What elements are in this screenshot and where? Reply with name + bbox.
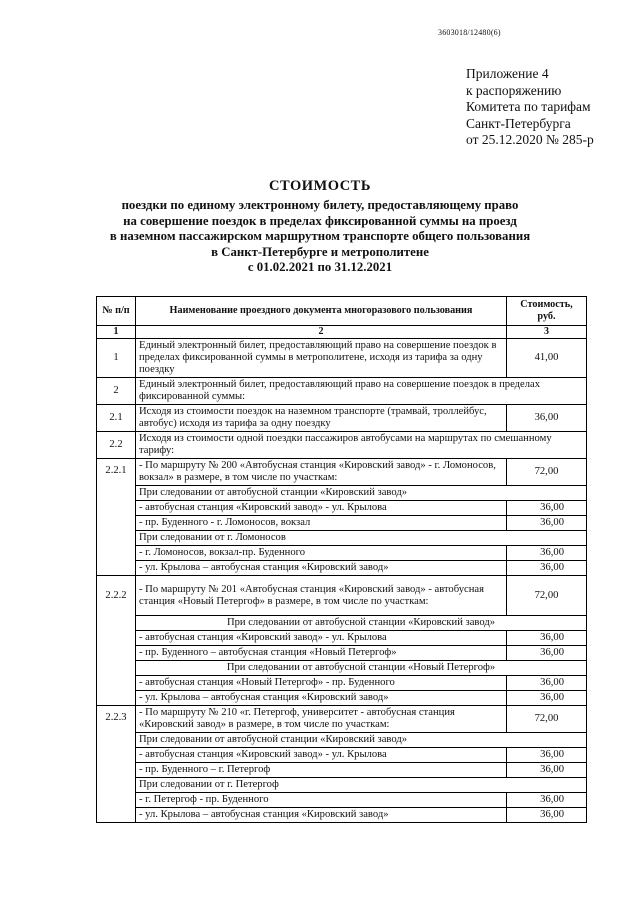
row-price: 36,00 bbox=[507, 631, 587, 646]
row-text: Исходя из стоимости поездок на наземном транспорте (трамвай, троллейбус, автобус) исходя из тарифа за одну поездку bbox=[136, 405, 507, 432]
direction-label: При следовании от автобусной станции «Новый Петергоф» bbox=[136, 661, 587, 676]
row-num: 2.2.3 bbox=[97, 706, 136, 823]
row-price: 36,00 bbox=[507, 501, 587, 516]
header-num: № п/п bbox=[97, 297, 136, 326]
subtitle-line: с 01.02.2021 по 31.12.2021 bbox=[247, 260, 393, 274]
row-text: - По маршруту № 210 «г. Петергоф, университет - автобусная станция «Кировский завод» в размере, в том числе по участкам: bbox=[136, 706, 507, 733]
table-row bbox=[97, 706, 587, 733]
table-row bbox=[97, 576, 587, 616]
subtitle-line: в Санкт-Петербурге и метрополитене bbox=[211, 244, 429, 259]
row-text: - ул. Крылова – автобусная станция «Кировский завод» bbox=[136, 691, 507, 706]
direction-label: При следовании от г. Ломоносов bbox=[136, 531, 587, 546]
document-subtitle bbox=[60, 198, 580, 276]
row-price: 72,00 bbox=[507, 576, 587, 616]
table-row bbox=[97, 432, 587, 459]
subtitle-line: поездки по единому электронному билету, предоставляющему право bbox=[121, 198, 519, 212]
row-text: - ул. Крылова – автобусная станция «Кировский завод» bbox=[136, 561, 507, 576]
row-text: - г. Ломоносов, вокзал-пр. Буденного bbox=[136, 546, 507, 561]
row-text: - автобусная станция «Кировский завод» - ул. Крылова bbox=[136, 748, 507, 763]
appendix-block bbox=[466, 66, 594, 149]
table-header-row bbox=[97, 297, 587, 326]
row-text: - автобусная станция «Кировский завод» - ул. Крылова bbox=[136, 501, 507, 516]
table-row bbox=[97, 531, 587, 546]
table-row bbox=[97, 378, 587, 405]
row-price: 36,00 bbox=[507, 691, 587, 706]
row-text: - По маршруту № 201 «Автобусная станция «Кировский завод» - автобусная станция «Новый Петергоф» в размере, в том числе по участкам: bbox=[136, 576, 507, 616]
appendix-line: от 25.12.2020 № 285-р bbox=[466, 132, 594, 147]
row-text: - пр. Буденного – автобусная станция «Новый Петергоф» bbox=[136, 646, 507, 661]
col-number: 1 bbox=[97, 326, 136, 339]
row-price: 72,00 bbox=[507, 706, 587, 733]
direction-label: При следовании от г. Петергоф bbox=[136, 778, 587, 793]
subtitle-line: в наземном пассажирском маршрутном транспорте общего пользования bbox=[109, 229, 531, 243]
row-text: Исходя из стоимости одной поездки пассажиров автобусами на маршрутах по смешанному тарифу: bbox=[136, 432, 587, 459]
table-row bbox=[97, 691, 587, 706]
row-num: 1 bbox=[97, 339, 136, 378]
table-row bbox=[97, 459, 587, 486]
tariff-table bbox=[96, 296, 587, 823]
table-row bbox=[97, 631, 587, 646]
appendix-line: Санкт-Петербурга bbox=[466, 115, 571, 131]
row-price: 36,00 bbox=[507, 676, 587, 691]
table-row bbox=[97, 516, 587, 531]
table-row bbox=[97, 501, 587, 516]
table-row bbox=[97, 778, 587, 793]
row-price: 72,00 bbox=[507, 459, 587, 486]
row-price: 36,00 bbox=[507, 546, 587, 561]
table-row bbox=[97, 561, 587, 576]
col-number: 2 bbox=[136, 326, 507, 339]
col-number: 3 bbox=[507, 326, 587, 339]
row-text: - По маршруту № 200 «Автобусная станция «Кировский завод» - г. Ломоносов, вокзал» в размере, в том числе по участкам: bbox=[136, 459, 507, 486]
header-price: Стоимость, руб. bbox=[507, 297, 587, 326]
row-price: 36,00 bbox=[507, 793, 587, 808]
table-row bbox=[97, 646, 587, 661]
row-price: 36,00 bbox=[507, 516, 587, 531]
table-row bbox=[97, 339, 587, 378]
table-row bbox=[97, 661, 587, 676]
column-number-row bbox=[97, 326, 587, 339]
table-row bbox=[97, 763, 587, 778]
document-number: 3603018/12480(6) bbox=[438, 28, 501, 37]
row-text: Единый электронный билет, предоставляющий право на совершение поездок в пределах фиксированной суммы: bbox=[136, 378, 587, 405]
table-row bbox=[97, 733, 587, 748]
row-price: 36,00 bbox=[507, 646, 587, 661]
row-text: - автобусная станция «Кировский завод» - ул. Крылова bbox=[136, 631, 507, 646]
row-text: Единый электронный билет, предоставляющий право на совершение поездок в пределах фиксированной суммы в метрополитене, исходя из тарифа за одну поездку bbox=[136, 339, 507, 378]
row-text: - автобусная станция «Новый Петергоф» - пр. Буденного bbox=[136, 676, 507, 691]
row-price: 36,00 bbox=[507, 561, 587, 576]
row-num: 2.2.1 bbox=[97, 459, 136, 576]
row-price: 36,00 bbox=[507, 405, 587, 432]
appendix-line: Комитета по тарифам bbox=[466, 99, 591, 114]
table-row bbox=[97, 748, 587, 763]
subtitle-line: на совершение поездок в пределах фиксированной суммы на проезд bbox=[123, 213, 517, 228]
row-price: 36,00 bbox=[507, 748, 587, 763]
direction-label: При следовании от автобусной станции «Кировский завод» bbox=[136, 616, 587, 631]
row-text: - г. Петергоф - пр. Буденного bbox=[136, 793, 507, 808]
table-row bbox=[97, 405, 587, 432]
row-text: - пр. Буденного - г. Ломоносов, вокзал bbox=[136, 516, 507, 531]
table-row bbox=[97, 616, 587, 631]
appendix-line: Приложение 4 bbox=[466, 66, 549, 81]
table-row bbox=[97, 676, 587, 691]
appendix-line: к распоряжению bbox=[466, 82, 562, 98]
row-price: 36,00 bbox=[507, 763, 587, 778]
row-num: 2.1 bbox=[97, 405, 136, 432]
row-price: 36,00 bbox=[507, 808, 587, 823]
row-price: 41,00 bbox=[507, 339, 587, 378]
table-row bbox=[97, 486, 587, 501]
table-row bbox=[97, 808, 587, 823]
row-num: 2 bbox=[97, 378, 136, 405]
row-num: 2.2 bbox=[97, 432, 136, 459]
table-row bbox=[97, 546, 587, 561]
table-row bbox=[97, 793, 587, 808]
row-text: - ул. Крылова – автобусная станция «Кировский завод» bbox=[136, 808, 507, 823]
direction-label: При следовании от автобусной станции «Кировский завод» bbox=[136, 486, 587, 501]
row-text: - пр. Буденного – г. Петергоф bbox=[136, 763, 507, 778]
document-title: СТОИМОСТЬ bbox=[269, 178, 371, 194]
direction-label: При следовании от автобусной станции «Кировский завод» bbox=[136, 733, 587, 748]
header-name: Наименование проездного документа многоразового пользования bbox=[136, 297, 507, 326]
row-num: 2.2.2 bbox=[97, 576, 136, 706]
